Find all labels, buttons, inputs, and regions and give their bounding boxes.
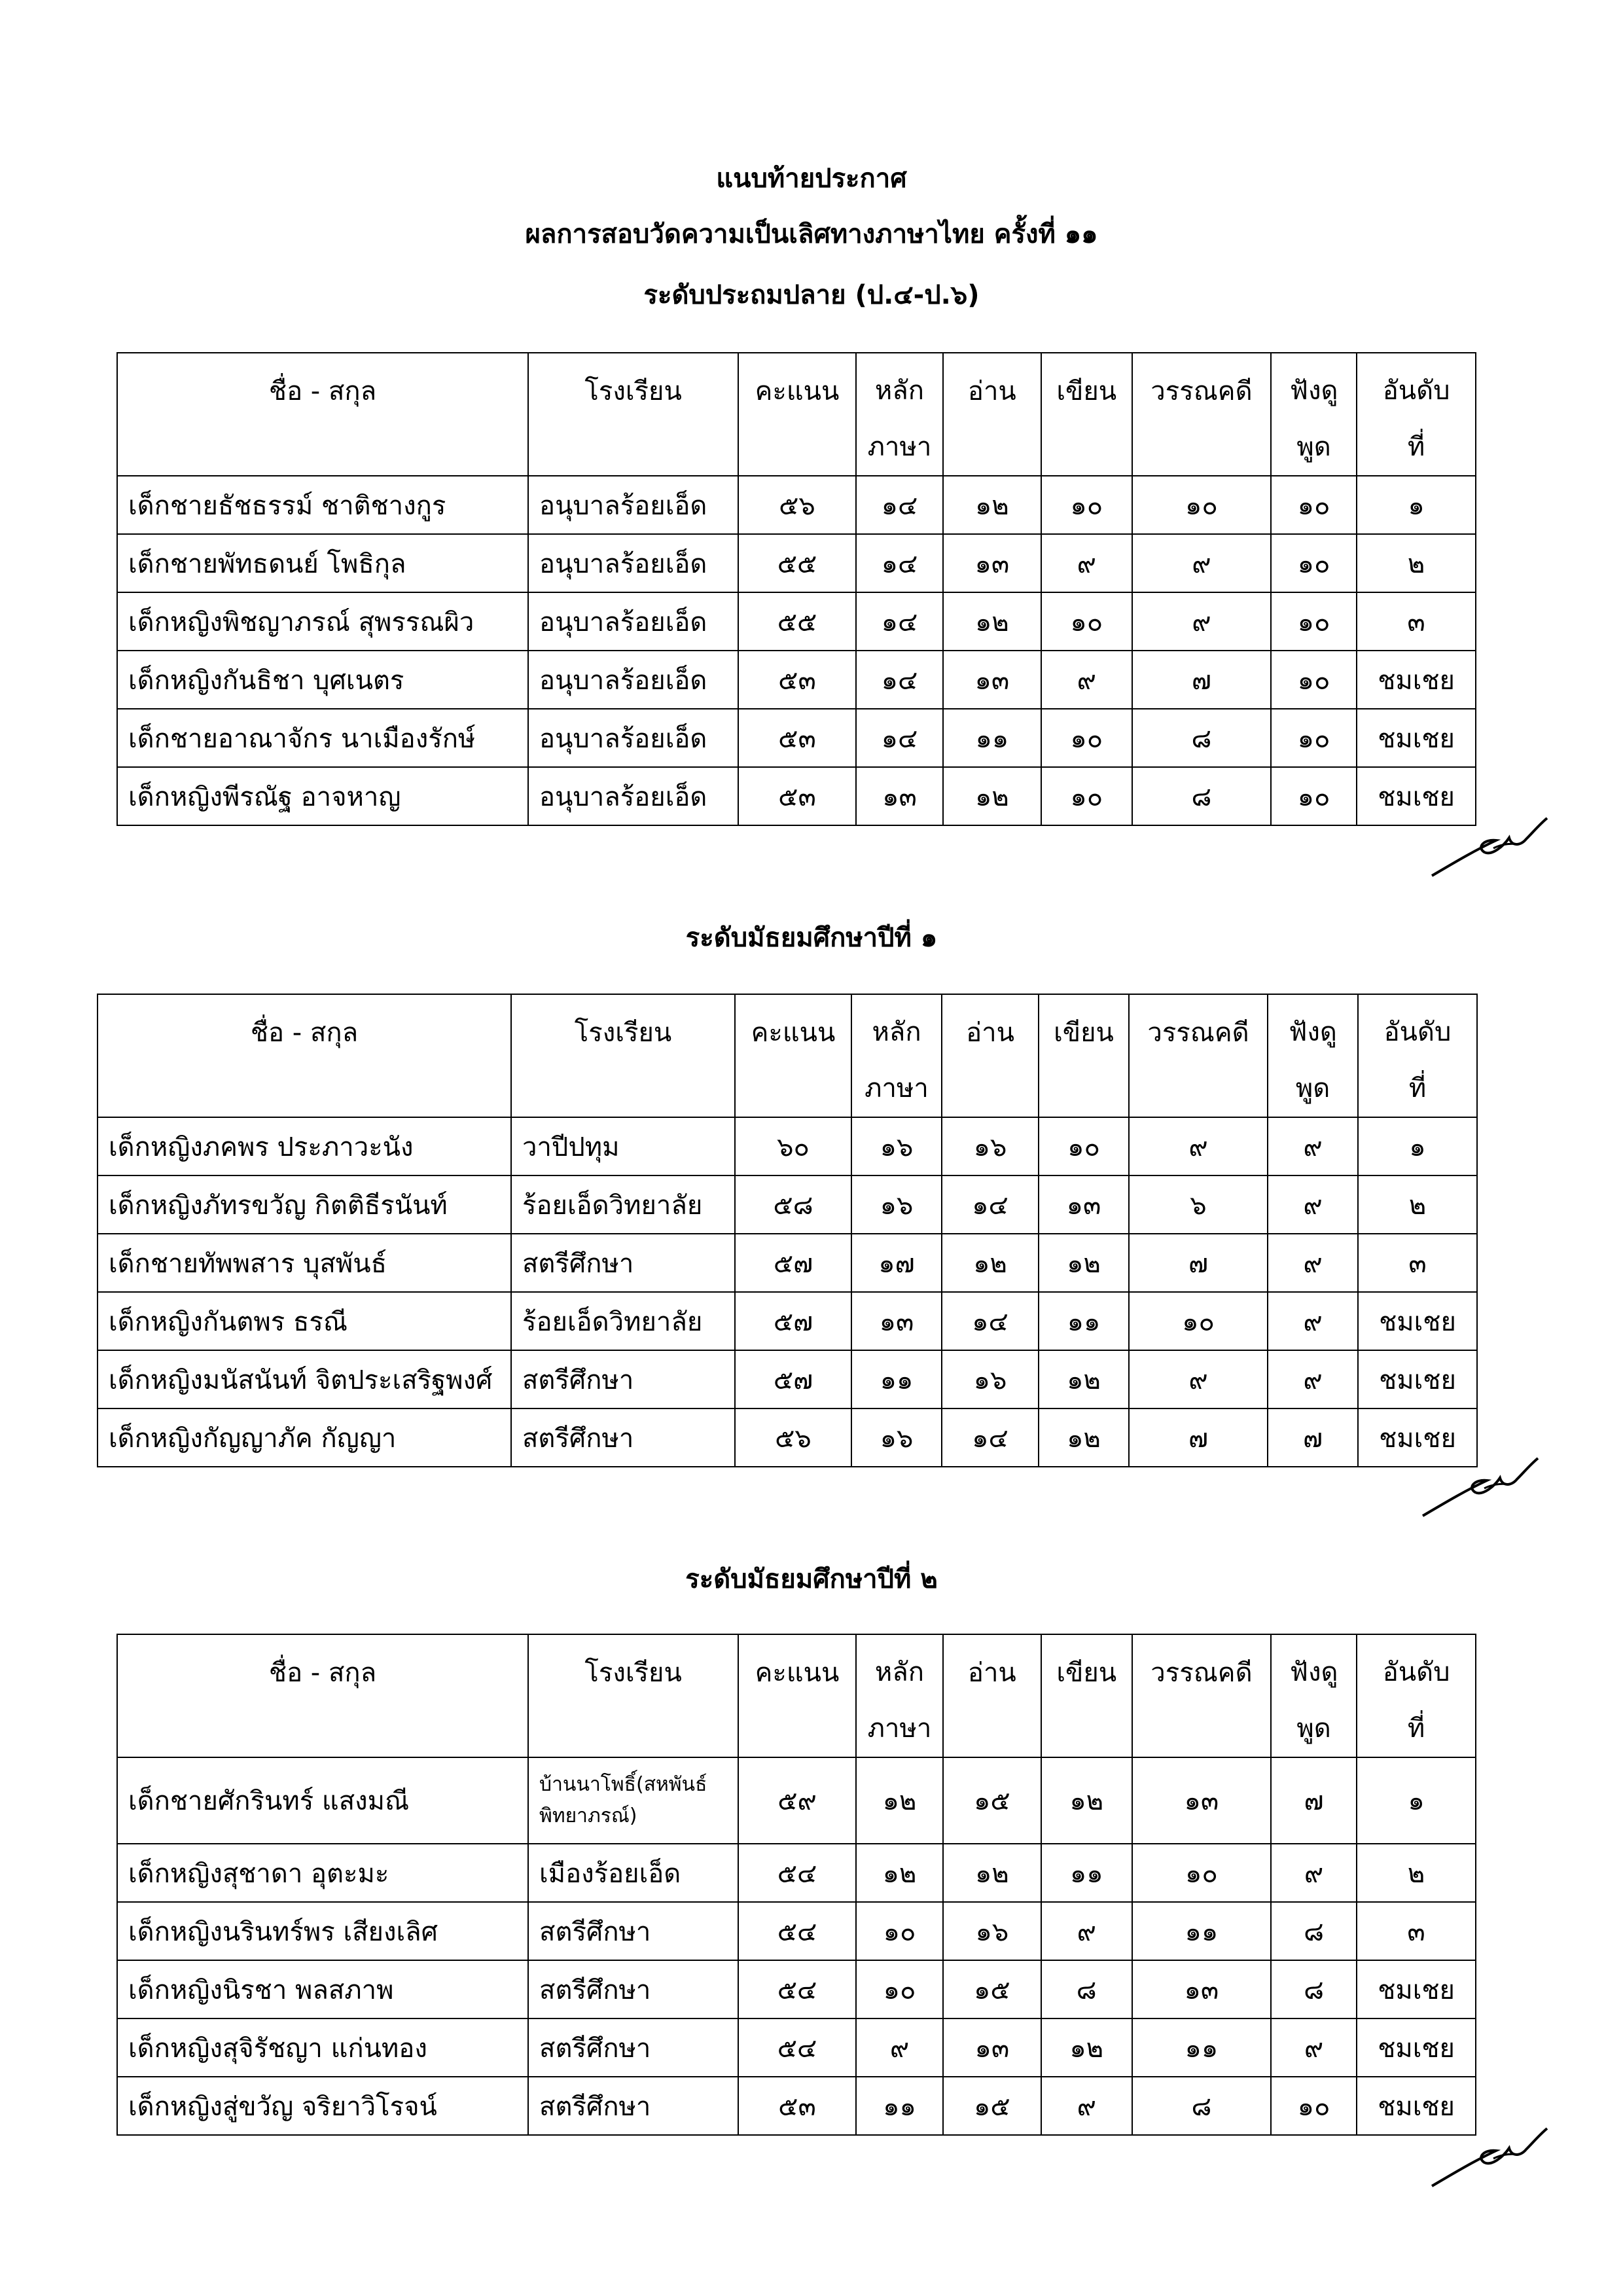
cell-literature: ๙: [1129, 1117, 1268, 1175]
header-writing: เขียน: [1041, 353, 1132, 476]
cell-listening: ๗: [1271, 1757, 1357, 1844]
cell-score: ๕๔: [738, 2018, 856, 2077]
cell-writing: ๙: [1041, 534, 1132, 592]
cell-score: ๕๔: [738, 1902, 856, 1960]
signature-3: [1428, 2121, 1552, 2193]
cell-name: เด็กชายทัพพสาร บุสพันธ์: [98, 1234, 511, 1292]
cell-literature: ๘: [1132, 709, 1271, 767]
cell-grammar: ๑๔: [856, 476, 943, 534]
header-school: โรงเรียน: [528, 1634, 738, 1757]
cell-grammar: ๑๒: [856, 1757, 943, 1844]
cell-rank: ๓: [1358, 1234, 1477, 1292]
cell-score: ๕๗: [735, 1350, 851, 1408]
cell-name: เด็กหญิงกันตพร ธรณี: [98, 1292, 511, 1350]
cell-literature: ๑๐: [1132, 476, 1271, 534]
cell-school: อนุบาลร้อยเอ็ด: [528, 767, 738, 825]
cell-literature: ๙: [1129, 1350, 1268, 1408]
cell-reading: ๑๖: [943, 1902, 1041, 1960]
cell-grammar: ๑๗: [851, 1234, 942, 1292]
header-score: คะแนน: [738, 1634, 856, 1757]
cell-name: เด็กหญิงมนัสนันท์ จิตประเสริฐพงศ์: [98, 1350, 511, 1408]
cell-school: อนุบาลร้อยเอ็ด: [528, 476, 738, 534]
header-name: ชื่อ - สกุล: [117, 1634, 528, 1757]
header-rank: อันดับ ที่: [1358, 994, 1477, 1117]
cell-score: ๕๓: [738, 709, 856, 767]
section-heading-m1: ระดับมัธยมศึกษาปีที่ ๑: [685, 923, 938, 953]
table-row: [117, 476, 1476, 534]
cell-literature: ๑๓: [1132, 1960, 1271, 2018]
table-row: [117, 534, 1476, 592]
header-writing: เขียน: [1039, 994, 1129, 1117]
cell-rank: ชมเชย: [1358, 1350, 1477, 1408]
cell-school: สตรีศึกษา: [528, 2018, 738, 2077]
page-title-annex: แนบท้ายประกาศ: [716, 164, 907, 194]
cell-name: เด็กชายพัทธดนย์ โพธิกุล: [117, 534, 528, 592]
header-reading: อ่าน: [943, 1634, 1041, 1757]
cell-school: อนุบาลร้อยเอ็ด: [528, 534, 738, 592]
cell-reading: ๑๒: [942, 1234, 1039, 1292]
cell-name: เด็กชายศักรินทร์ แสงมณี: [117, 1757, 528, 1844]
cell-writing: ๙: [1041, 1902, 1132, 1960]
header-literature: วรรณคดี: [1129, 994, 1268, 1117]
cell-literature: ๗: [1129, 1408, 1268, 1467]
cell-school: บ้านนาโพธิ์(สหพันธ์พิทยาภรณ์): [528, 1757, 738, 1844]
header-literature: วรรณคดี: [1132, 353, 1271, 476]
cell-score: ๕๓: [738, 767, 856, 825]
header-score: คะแนน: [738, 353, 856, 476]
cell-grammar: ๑๔: [856, 709, 943, 767]
cell-name: เด็กหญิงกันธิชา บุศเนตร: [117, 651, 528, 709]
cell-listening: ๙: [1268, 1292, 1358, 1350]
table-header-row: [117, 1634, 1476, 1757]
header-school: โรงเรียน: [528, 353, 738, 476]
cell-rank: ชมเชย: [1357, 1960, 1476, 2018]
cell-rank: ชมเชย: [1357, 709, 1476, 767]
header-name: ชื่อ - สกุล: [117, 353, 528, 476]
cell-listening: ๑๐: [1271, 476, 1357, 534]
header-listening: ฟังดู พูด: [1271, 353, 1357, 476]
cell-grammar: ๑๐: [856, 1902, 943, 1960]
cell-writing: ๑๐: [1041, 709, 1132, 767]
cell-writing: ๘: [1041, 1960, 1132, 2018]
cell-score: ๕๘: [735, 1175, 851, 1234]
cell-listening: ๘: [1271, 1902, 1357, 1960]
cell-writing: ๑๐: [1041, 767, 1132, 825]
table-row: [117, 651, 1476, 709]
cell-writing: ๙: [1041, 651, 1132, 709]
cell-score: ๕๕: [738, 592, 856, 651]
cell-listening: ๑๐: [1271, 592, 1357, 651]
cell-score: ๕๖: [738, 476, 856, 534]
cell-reading: ๑๕: [943, 1960, 1041, 2018]
cell-rank: ๒: [1358, 1175, 1477, 1234]
header-rank: อันดับ ที่: [1357, 1634, 1476, 1757]
cell-reading: ๑๓: [943, 2018, 1041, 2077]
cell-school: สตรีศึกษา: [528, 1960, 738, 2018]
cell-listening: ๑๐: [1271, 2077, 1357, 2135]
cell-name: เด็กหญิงสู่ขวัญ จริยาวิโรจน์: [117, 2077, 528, 2135]
cell-reading: ๑๖: [942, 1117, 1039, 1175]
section-heading-primary: ระดับประถมปลาย (ป.๔-ป.๖): [643, 280, 980, 310]
header-grammar: หลัก ภาษา: [856, 353, 943, 476]
table-row: [117, 1757, 1476, 1844]
cell-writing: ๙: [1041, 2077, 1132, 2135]
cell-rank: ชมเชย: [1357, 767, 1476, 825]
cell-listening: ๙: [1271, 1844, 1357, 1902]
cell-listening: ๙: [1268, 1234, 1358, 1292]
cell-score: ๕๓: [738, 2077, 856, 2135]
cell-writing: ๑๒: [1039, 1408, 1129, 1467]
table-row: [117, 1902, 1476, 1960]
cell-reading: ๑๒: [943, 767, 1041, 825]
cell-listening: ๙: [1268, 1175, 1358, 1234]
header-literature: วรรณคดี: [1132, 1634, 1271, 1757]
cell-score: ๕๗: [735, 1292, 851, 1350]
table-header-row: [117, 353, 1476, 476]
cell-rank: ชมเชย: [1358, 1408, 1477, 1467]
cell-grammar: ๑๔: [856, 592, 943, 651]
cell-reading: ๑๑: [943, 709, 1041, 767]
cell-writing: ๑๒: [1039, 1234, 1129, 1292]
cell-rank: ๑: [1358, 1117, 1477, 1175]
signature-2: [1419, 1450, 1543, 1522]
cell-literature: ๙: [1132, 592, 1271, 651]
cell-school: สตรีศึกษา: [528, 2077, 738, 2135]
cell-listening: ๑๐: [1271, 651, 1357, 709]
page-title-exam: ผลการสอบวัดความเป็นเลิศทางภาษาไทย ครั้งที่ ๑๑: [525, 219, 1098, 249]
cell-name: เด็กหญิงนิรชา พลสภาพ: [117, 1960, 528, 2018]
cell-name: เด็กหญิงนรินทร์พร เสียงเลิศ: [117, 1902, 528, 1960]
table-row: [98, 1117, 1477, 1175]
cell-score: ๕๕: [738, 534, 856, 592]
cell-literature: ๗: [1129, 1234, 1268, 1292]
cell-writing: ๑๒: [1041, 1757, 1132, 1844]
cell-school: สตรีศึกษา: [511, 1234, 735, 1292]
results-table-m2: [116, 1634, 1476, 2136]
cell-reading: ๑๔: [942, 1292, 1039, 1350]
results-table-primary: [116, 352, 1476, 826]
cell-name: เด็กหญิงภัทรขวัญ กิตติธีรนันท์: [98, 1175, 511, 1234]
cell-reading: ๑๔: [942, 1175, 1039, 1234]
cell-score: ๕๔: [738, 1960, 856, 2018]
cell-listening: ๙: [1271, 2018, 1357, 2077]
cell-literature: ๑๐: [1129, 1292, 1268, 1350]
table-row: [117, 2077, 1476, 2135]
cell-grammar: ๑๔: [856, 651, 943, 709]
cell-rank: ๓: [1357, 1902, 1476, 1960]
header-listening: ฟังดู พูด: [1271, 1634, 1357, 1757]
table-row: [98, 1175, 1477, 1234]
cell-listening: ๘: [1271, 1960, 1357, 2018]
table-row: [98, 1408, 1477, 1467]
cell-writing: ๑๒: [1041, 2018, 1132, 2077]
cell-reading: ๑๓: [943, 534, 1041, 592]
cell-score: ๕๓: [738, 651, 856, 709]
table-header-row: [98, 994, 1477, 1117]
cell-reading: ๑๔: [942, 1408, 1039, 1467]
table-row: [117, 592, 1476, 651]
cell-grammar: ๑๓: [856, 767, 943, 825]
cell-listening: ๙: [1268, 1117, 1358, 1175]
header-rank: อันดับ ที่: [1357, 353, 1476, 476]
signature-1: [1428, 810, 1552, 882]
section-heading-m2: ระดับมัธยมศึกษาปีที่ ๒: [685, 1564, 938, 1594]
cell-name: เด็กหญิงภคพร ประภาวะนัง: [98, 1117, 511, 1175]
cell-writing: ๑๓: [1039, 1175, 1129, 1234]
header-grammar: หลัก ภาษา: [856, 1634, 943, 1757]
cell-listening: ๑๐: [1271, 767, 1357, 825]
cell-writing: ๑๐: [1041, 476, 1132, 534]
cell-grammar: ๑๖: [851, 1175, 942, 1234]
cell-school: อนุบาลร้อยเอ็ด: [528, 651, 738, 709]
cell-writing: ๑๐: [1041, 592, 1132, 651]
header-reading: อ่าน: [942, 994, 1039, 1117]
cell-literature: ๑๐: [1132, 1844, 1271, 1902]
cell-rank: ชมเชย: [1358, 1292, 1477, 1350]
cell-school: สตรีศึกษา: [528, 1902, 738, 1960]
cell-writing: ๑๒: [1039, 1350, 1129, 1408]
cell-listening: ๗: [1268, 1408, 1358, 1467]
results-table-m1: [97, 994, 1478, 1467]
table-row: [117, 709, 1476, 767]
table-row: [98, 1234, 1477, 1292]
header-reading: อ่าน: [943, 353, 1041, 476]
cell-score: ๕๖: [735, 1408, 851, 1467]
header-writing: เขียน: [1041, 1634, 1132, 1757]
cell-score: ๖๐: [735, 1117, 851, 1175]
cell-writing: ๑๐: [1039, 1117, 1129, 1175]
cell-rank: ๒: [1357, 1844, 1476, 1902]
cell-reading: ๑๒: [943, 476, 1041, 534]
cell-literature: ๖: [1129, 1175, 1268, 1234]
cell-grammar: ๑๑: [856, 2077, 943, 2135]
cell-literature: ๑๓: [1132, 1757, 1271, 1844]
header-listening: ฟังดู พูด: [1268, 994, 1358, 1117]
cell-score: ๕๔: [738, 1844, 856, 1902]
cell-literature: ๗: [1132, 651, 1271, 709]
cell-school: สตรีศึกษา: [511, 1408, 735, 1467]
cell-rank: ๑: [1357, 1757, 1476, 1844]
cell-literature: ๑๑: [1132, 1902, 1271, 1960]
table-row: [117, 2018, 1476, 2077]
cell-name: เด็กหญิงกัญญาภัค กัญญา: [98, 1408, 511, 1467]
cell-school: เมืองร้อยเอ็ด: [528, 1844, 738, 1902]
cell-grammar: ๑๒: [856, 1844, 943, 1902]
cell-grammar: ๙: [856, 2018, 943, 2077]
table-row: [98, 1350, 1477, 1408]
table-row: [117, 767, 1476, 825]
cell-literature: ๘: [1132, 2077, 1271, 2135]
cell-school: อนุบาลร้อยเอ็ด: [528, 709, 738, 767]
table-row: [117, 1844, 1476, 1902]
cell-name: เด็กชายอาณาจักร นาเมืองรักษ์: [117, 709, 528, 767]
cell-reading: ๑๒: [943, 1844, 1041, 1902]
cell-writing: ๑๑: [1041, 1844, 1132, 1902]
cell-grammar: ๑๔: [856, 534, 943, 592]
table-row: [98, 1292, 1477, 1350]
cell-school: อนุบาลร้อยเอ็ด: [528, 592, 738, 651]
header-school: โรงเรียน: [511, 994, 735, 1117]
cell-grammar: ๑๑: [851, 1350, 942, 1408]
header-name: ชื่อ - สกุล: [98, 994, 511, 1117]
cell-rank: ๑: [1357, 476, 1476, 534]
cell-literature: ๑๑: [1132, 2018, 1271, 2077]
cell-name: เด็กหญิงพีรณัฐ อาจหาญ: [117, 767, 528, 825]
cell-reading: ๑๒: [943, 592, 1041, 651]
cell-rank: ชมเชย: [1357, 2077, 1476, 2135]
cell-rank: ๓: [1357, 592, 1476, 651]
cell-name: เด็กหญิงสุชาดา อุตะมะ: [117, 1844, 528, 1902]
cell-reading: ๑๕: [943, 2077, 1041, 2135]
header-score: คะแนน: [735, 994, 851, 1117]
cell-grammar: ๑๖: [851, 1117, 942, 1175]
cell-grammar: ๑๓: [851, 1292, 942, 1350]
cell-listening: ๑๐: [1271, 709, 1357, 767]
cell-school: สตรีศึกษา: [511, 1350, 735, 1408]
cell-score: ๕๙: [738, 1757, 856, 1844]
table-row: [117, 1960, 1476, 2018]
cell-score: ๕๗: [735, 1234, 851, 1292]
cell-rank: ชมเชย: [1357, 2018, 1476, 2077]
cell-school: วาปีปทุม: [511, 1117, 735, 1175]
cell-grammar: ๑๐: [856, 1960, 943, 2018]
cell-rank: ๒: [1357, 534, 1476, 592]
cell-literature: ๘: [1132, 767, 1271, 825]
cell-school: ร้อยเอ็ดวิทยาลัย: [511, 1292, 735, 1350]
cell-name: เด็กหญิงสุจิรัชญา แก่นทอง: [117, 2018, 528, 2077]
cell-reading: ๑๕: [943, 1757, 1041, 1844]
cell-literature: ๙: [1132, 534, 1271, 592]
cell-writing: ๑๑: [1039, 1292, 1129, 1350]
cell-grammar: ๑๖: [851, 1408, 942, 1467]
cell-reading: ๑๓: [943, 651, 1041, 709]
cell-listening: ๑๐: [1271, 534, 1357, 592]
cell-name: เด็กหญิงพิชญาภรณ์ สุพรรณผิว: [117, 592, 528, 651]
cell-rank: ชมเชย: [1357, 651, 1476, 709]
header-grammar: หลัก ภาษา: [851, 994, 942, 1117]
cell-listening: ๙: [1268, 1350, 1358, 1408]
cell-name: เด็กชายธัชธรรม์ ชาติชางกูร: [117, 476, 528, 534]
cell-school: ร้อยเอ็ดวิทยาลัย: [511, 1175, 735, 1234]
cell-reading: ๑๖: [942, 1350, 1039, 1408]
